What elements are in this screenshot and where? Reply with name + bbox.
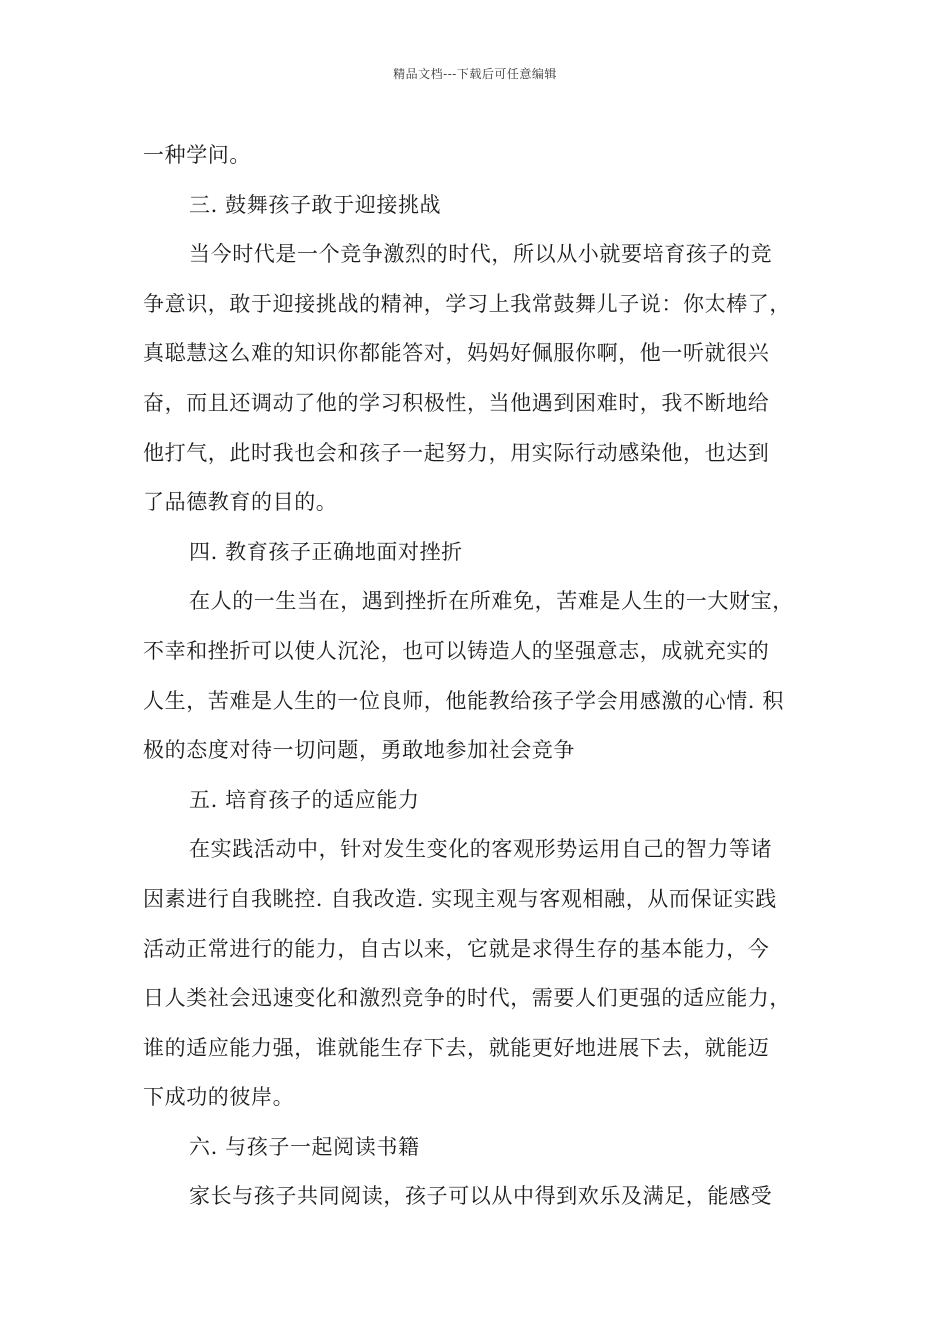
paragraph-line: 下成功的彼岸。 bbox=[143, 1085, 295, 1110]
paragraph-line: 家长与孩子共同阅读，孩子可以从中得到欢乐及满足，能感受 bbox=[189, 1184, 773, 1209]
paragraph-line: 他打气，此时我也会和孩子一起努力，用实际行动感染他，也达到 bbox=[143, 440, 770, 465]
paragraph-line: 人生，苦难是人生的一位良师，他能教给孩子学会用感激的心情. 积 bbox=[143, 688, 784, 713]
paragraph-line: 争意识，敢于迎接挑战的精神，学习上我常鼓舞儿子说：你太棒了， bbox=[143, 291, 791, 316]
section-heading-5: 五. 培育孩子的适应能力 bbox=[189, 787, 420, 812]
paragraph-line: 在实践活动中，针对发生变化的客观形势运用自己的智力等诸 bbox=[189, 837, 773, 862]
paragraph-line: 奋，而且还调动了他的学习积极性，当他遇到困难时，我不断地给 bbox=[143, 390, 770, 415]
paragraph-line: 因素进行自我眺控. 自我改造. 实现主观与客观相融，从而保证实践 bbox=[143, 886, 777, 911]
section-heading-6: 六. 与孩子一起阅读书籍 bbox=[189, 1134, 420, 1159]
paragraph-line: 在人的一生当在，遇到挫折在所难免，苦难是人生的一大财宝， bbox=[189, 589, 794, 614]
paragraph-line: 真聪慧这么难的知识你都能答对，妈妈好佩服你啊，他一听就很兴 bbox=[143, 341, 770, 366]
page-header: 精品文档---下载后可任意编辑 bbox=[393, 67, 557, 81]
paragraph-line: 谁的适应能力强，谁就能生存下去，就能更好地进展下去，就能迈 bbox=[143, 1035, 770, 1060]
document-body bbox=[143, 131, 823, 1222]
section-heading-4: 四. 教育孩子正确地面对挫折 bbox=[189, 539, 463, 564]
paragraph-line: 日人类社会迅速变化和激烈竞争的时代，需要人们更强的适应能力， bbox=[143, 986, 791, 1011]
paragraph-line: 活动正常进行的能力，自古以来，它就是求得生存的基本能力，今 bbox=[143, 936, 770, 961]
paragraph-line: 不幸和挫折可以使人沉沦，也可以铸造人的坚强意志，成就充实的 bbox=[143, 638, 770, 663]
paragraph-line: 当今时代是一个竞争激烈的时代，所以从小就要培育孩子的竞 bbox=[189, 242, 773, 267]
paragraph-line: 了品德教育的目的。 bbox=[143, 490, 338, 515]
paragraph-line: 一种学问。 bbox=[143, 143, 251, 167]
paragraph-line: 极的态度对待一切问题，勇敢地参加社会竞争 bbox=[143, 738, 575, 763]
section-heading-3: 三. 鼓舞孩子敢于迎接挑战 bbox=[189, 192, 442, 217]
